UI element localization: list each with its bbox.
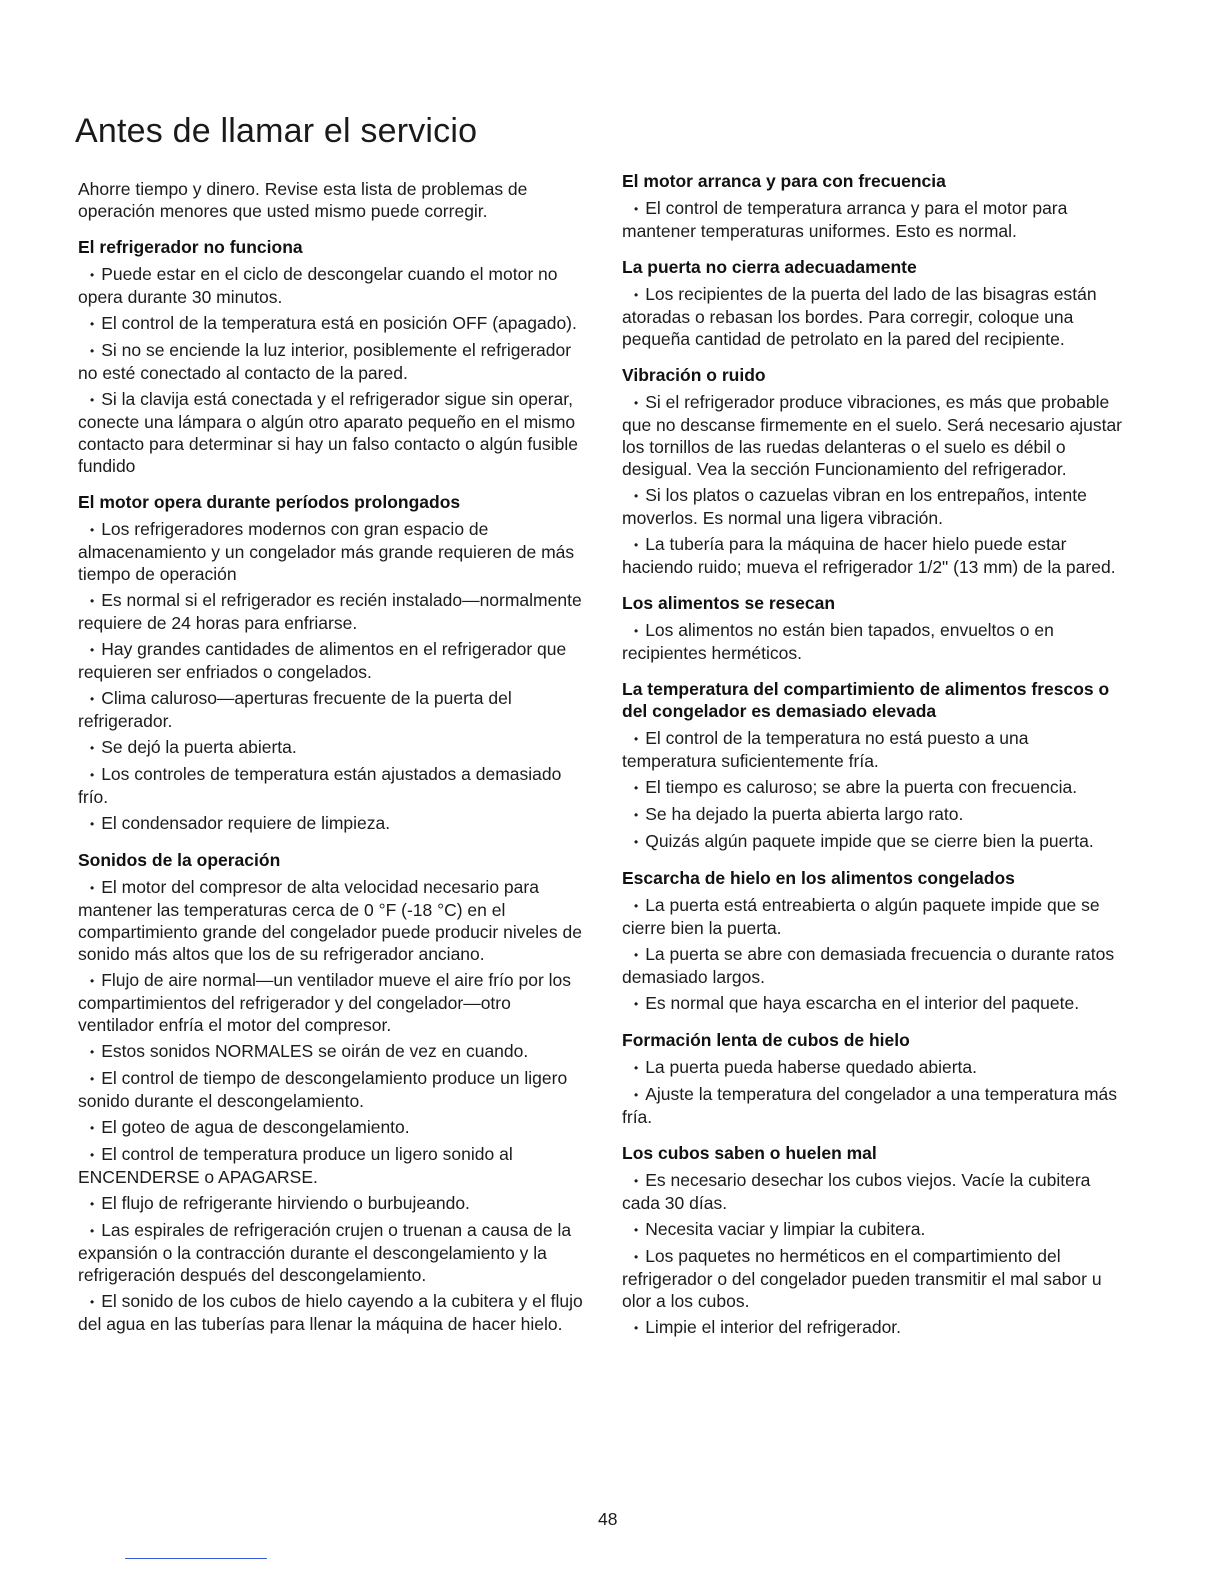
section-heading: Los alimentos se resecan [622,593,836,613]
bullet-item: • Quizás algún paquete impide que se cierre bien la puerta. [622,830,1122,853]
left-column [78,178,583,1335]
bullet-item: • La puerta pueda haberse quedado abierta. [622,1056,1122,1079]
bullet-item: • El control de temperatura arranca y para el motor para mantener temperaturas uniformes. Esto es normal. [622,197,1122,242]
section-heading: El motor arranca y para con frecuencia [622,171,946,191]
section-temperatura-elevada [622,678,1122,853]
bullet-item: • El control de temperatura produce un ligero sonido al ENCENDERSE o APAGARSE. [78,1143,583,1188]
bullet-item: • Es necesario desechar los cubos viejos. Vacíe la cubitera cada 30 días. [622,1169,1122,1214]
section-heading: Vibración o ruido [622,365,766,385]
section-heading: Escarcha de hielo en los alimentos congelados [622,868,1015,888]
bullet-item: • Puede estar en el ciclo de descongelar cuando el motor no opera durante 30 minutos. [78,263,583,308]
footer-rule [125,1558,267,1559]
bullet-item: • Los controles de temperatura están ajustados a demasiado frío. [78,763,583,808]
section-alimentos-resecan [622,592,1122,664]
bullet-item: • Si no se enciende la luz interior, posiblemente el refrigerador no esté conectado al contacto de la pared. [78,339,583,384]
section-heading: Los cubos saben o huelen mal [622,1143,877,1163]
section-cubos-saben-mal [622,1142,1122,1339]
bullet-item: • El sonido de los cubos de hielo cayendo a la cubitera y el flujo del agua en las tuberías para llenar la máquina de hacer hielo. [78,1290,583,1335]
bullet-item: • Se ha dejado la puerta abierta largo rato. [622,803,1122,826]
bullet-item: • La tubería para la máquina de hacer hielo puede estar haciendo ruido; mueva el refrigerador 1/2" (13 mm) de la pared. [622,533,1122,578]
bullet-item: • Es normal si el refrigerador es recién instalado—normalmente requiere de 24 horas para enfriarse. [78,589,583,634]
bullet-item: • Los recipientes de la puerta del lado de las bisagras están atoradas o rebasan los bordes. Para corregir, coloque una pequeña cantidad de petrolato en la pared del recipiente. [622,283,1122,350]
bullet-item: • Estos sonidos NORMALES se oirán de vez en cuando. [78,1040,583,1063]
section-vibracion-ruido [622,364,1122,578]
right-column [622,170,1122,1339]
bullet-item: • El control de la temperatura está en posición OFF (apagado). [78,312,583,335]
section-formacion-lenta-cubos [622,1029,1122,1128]
bullet-item: • El motor del compresor de alta velocidad necesario para mantener las temperaturas cerca de 0 °F (-18 °C) en el compartimiento grande del congelador puede producir niveles de sonido más altos que los de su refrigerador anciano. [78,876,583,965]
bullet-item: • Es normal que haya escarcha en el interior del paquete. [622,992,1122,1015]
section-heading: La temperatura del compartimiento de alimentos frescos o del congelador es demasiado elevada [622,679,1110,721]
section-heading: La puerta no cierra adecuadamente [622,257,917,277]
intro-text: Ahorre tiempo y dinero. Revise esta lista de problemas de operación menores que usted mismo puede corregir. [78,179,528,221]
page-title: Antes de llamar el servicio [75,112,478,150]
bullet-item: • Los paquetes no herméticos en el compartimiento del refrigerador o del congelador pueden transmitir el mal sabor u olor a los cubos. [622,1245,1122,1312]
bullet-item: • La puerta está entreabierta o algún paquete impide que se cierre bien la puerta. [622,894,1122,939]
bullet-item: • Clima caluroso—aperturas frecuente de la puerta del refrigerador. [78,687,583,732]
bullet-item: • El tiempo es caluroso; se abre la puerta con frecuencia. [622,776,1122,799]
section-puerta-no-cierra [622,256,1122,350]
bullet-item: • Se dejó la puerta abierta. [78,736,583,759]
bullet-item: • El goteo de agua de descongelamiento. [78,1116,583,1139]
section-escarcha-hielo [622,867,1122,1015]
bullet-item: • Las espirales de refrigeración crujen o truenan a causa de la expansión o la contracción durante el descongelamiento y la refrigeración después del descongelamiento. [78,1219,583,1286]
bullet-item: • La puerta se abre con demasiada frecuencia o durante ratos demasiado largos. [622,943,1122,988]
bullet-item: • El flujo de refrigerante hirviendo o burbujeando. [78,1192,583,1215]
bullet-item: • El control de la temperatura no está puesto a una temperatura suficientemente fría. [622,727,1122,772]
section-heading: El motor opera durante períodos prolongados [78,492,461,512]
section-heading: El refrigerador no funciona [78,237,303,257]
section-refrigerador-no-funciona [78,236,583,477]
bullet-item: • Si la clavija está conectada y el refrigerador sigue sin operar, conecte una lámpara o algún otro aparato pequeño en el mismo contacto para determinar si hay un falso contacto o algún fusible fundido [78,388,583,477]
bullet-item: • Hay grandes cantidades de alimentos en el refrigerador que requieren ser enfriados o congelados. [78,638,583,683]
section-motor-arranca-para [622,170,1122,242]
section-sonidos-operacion [78,849,583,1335]
bullet-item: • Si los platos o cazuelas vibran en los entrepaños, intente moverlos. Es normal una ligera vibración. [622,484,1122,529]
bullet-item: • Si el refrigerador produce vibraciones, es más que probable que no descanse firmemente en el suelo. Será necesario ajustar los tornillos de las ruedas delanteras o el suelo es débil o desigual. Vea la sección Funcionamiento del refrigerador. [622,391,1122,480]
section-heading: Sonidos de la operación [78,850,281,870]
section-heading: Formación lenta de cubos de hielo [622,1030,910,1050]
bullet-item: • El control de tiempo de descongelamiento produce un ligero sonido durante el descongelamiento. [78,1067,583,1112]
page-number: 48 [598,1509,618,1529]
bullet-item: • Los alimentos no están bien tapados, envueltos o en recipientes herméticos. [622,619,1122,664]
bullet-item: • Necesita vaciar y limpiar la cubitera. [622,1218,1122,1241]
bullet-item: • Limpie el interior del refrigerador. [622,1316,1122,1339]
bullet-item: • Los refrigeradores modernos con gran espacio de almacenamiento y un congelador más grande requieren de más tiempo de operación [78,518,583,585]
bullet-item: • Ajuste la temperatura del congelador a una temperatura más fría. [622,1083,1122,1128]
bullet-item: • El condensador requiere de limpieza. [78,812,583,835]
section-motor-opera-prolongados [78,491,583,835]
bullet-item: • Flujo de aire normal—un ventilador mueve el aire frío por los compartimientos del refrigerador y del congelador—otro ventilador enfría el motor del compresor. [78,969,583,1036]
